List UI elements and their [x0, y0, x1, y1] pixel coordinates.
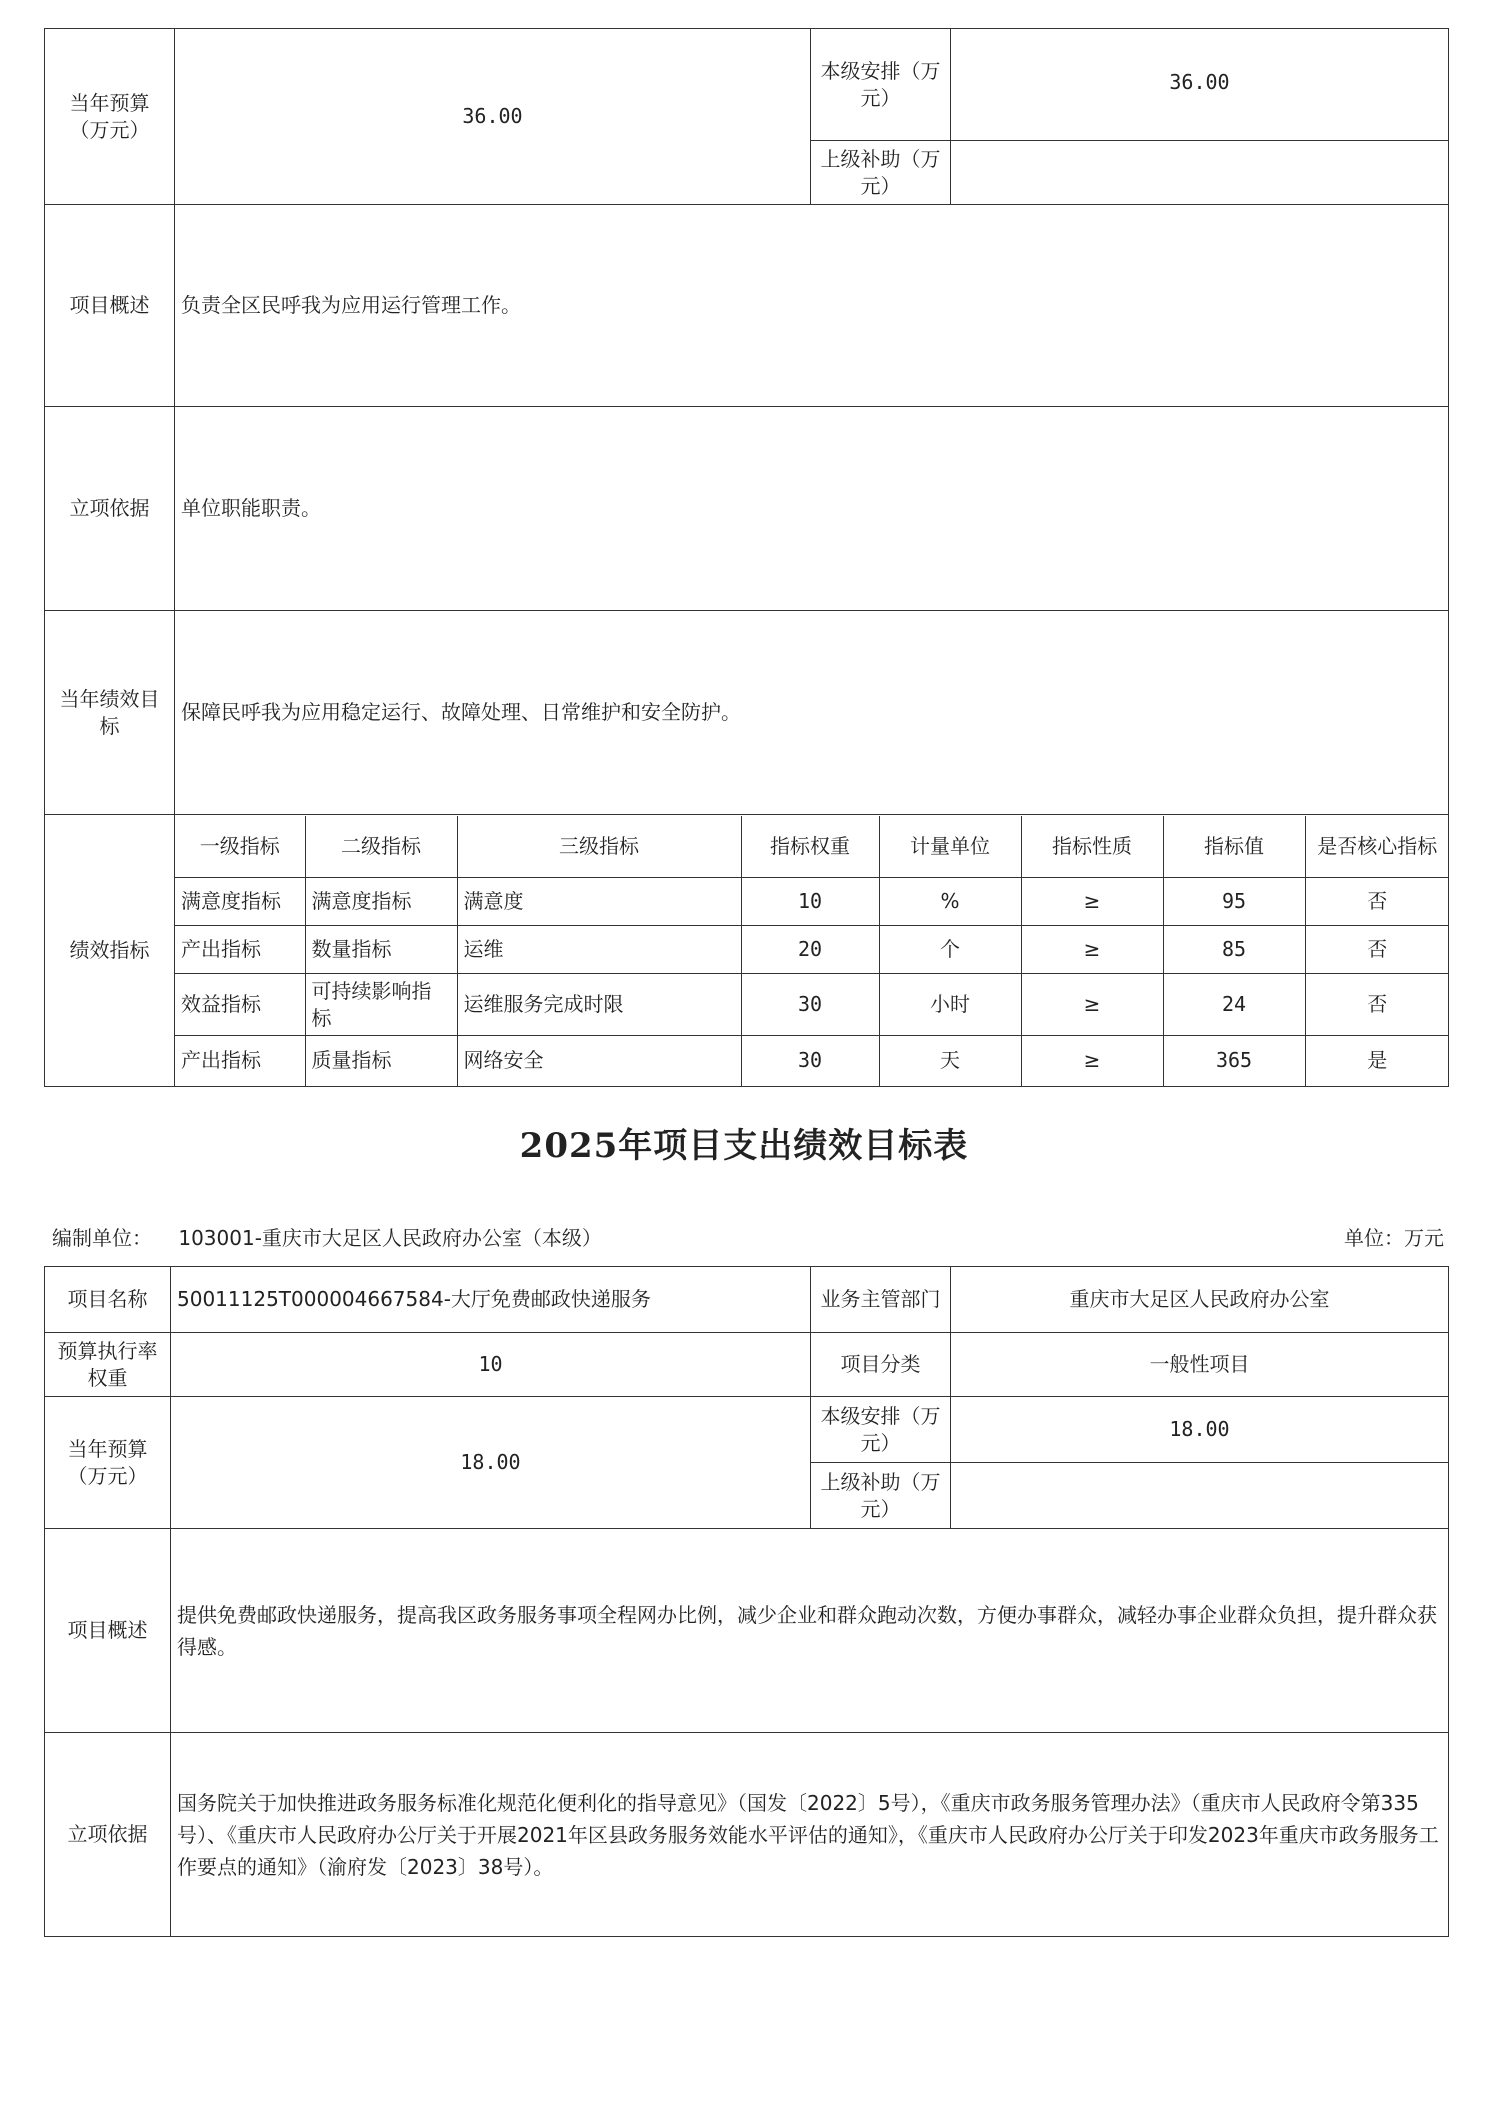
- execution-weight-label: 预算执行率权重: [45, 1333, 171, 1397]
- unit-label: 单位：万元: [1344, 1226, 1444, 1250]
- indicator-cell: 运维服务完成时限: [457, 974, 741, 1036]
- indicator-cell: 30: [741, 974, 879, 1036]
- indicator-cell: 运维: [457, 926, 741, 974]
- indicator-cell: 可持续影响指标: [305, 974, 457, 1036]
- indicator-cell: 85: [1163, 926, 1305, 974]
- indicator-grid-cell: [175, 815, 1449, 1087]
- indicator-cell: 产出指标: [175, 1036, 305, 1086]
- indicator-cell: 95: [1163, 878, 1305, 926]
- indicator-cell: 质量指标: [305, 1036, 457, 1086]
- budget-label: 当年预算（万元）: [45, 29, 175, 205]
- indicator-cell: 满意度指标: [305, 878, 457, 926]
- indicator-cell: 效益指标: [175, 974, 305, 1036]
- indicator-row: [175, 926, 1449, 974]
- indicator-row: [175, 1036, 1449, 1086]
- indicator-cell: ≥: [1021, 926, 1163, 974]
- department-label: 业务主管部门: [811, 1267, 951, 1333]
- overview-text: 负责全区民呼我为应用运行管理工作。: [175, 205, 1449, 407]
- subsidy-value: [951, 141, 1449, 205]
- project-name-value: 50011125T000004667584-大厅免费邮政快递服务: [171, 1267, 811, 1333]
- indicator-cell: 否: [1305, 974, 1449, 1036]
- category-label: 项目分类: [811, 1333, 951, 1397]
- project-table-1: [44, 28, 1449, 1087]
- indicator-header-row: [175, 816, 1449, 878]
- indicator-cell: %: [879, 878, 1021, 926]
- indicator-cell: 数量指标: [305, 926, 457, 974]
- indicator-header: 指标值: [1163, 816, 1305, 878]
- indicator-grid: [175, 816, 1449, 1086]
- budget-label: 当年预算（万元）: [45, 1397, 171, 1529]
- org-label: 编制单位：: [52, 1226, 152, 1250]
- indicator-cell: 365: [1163, 1036, 1305, 1086]
- org-line: [52, 1222, 602, 1251]
- indicator-header: 是否核心指标: [1305, 816, 1449, 878]
- local-arrangement-label: 本级安排（万元）: [811, 29, 951, 141]
- indicator-label: 绩效指标: [45, 815, 175, 1087]
- indicator-cell: 天: [879, 1036, 1021, 1086]
- basis-text: 单位职能职责。: [175, 407, 1449, 611]
- basis-label: 立项依据: [45, 407, 175, 611]
- indicator-header: 指标权重: [741, 816, 879, 878]
- indicator-header: 三级指标: [457, 816, 741, 878]
- project-table-2: [44, 1266, 1449, 1937]
- indicator-cell: 小时: [879, 974, 1021, 1036]
- budget-value: 36.00: [175, 29, 811, 205]
- subsidy-label: 上级补助（万元）: [811, 1463, 951, 1529]
- indicator-cell: ≥: [1021, 878, 1163, 926]
- subsidy-label: 上级补助（万元）: [811, 141, 951, 205]
- local-arrangement-value: 18.00: [951, 1397, 1449, 1463]
- page-title: 2025年项目支出绩效目标表: [519, 1126, 969, 1166]
- indicator-row: [175, 878, 1449, 926]
- indicator-header: 指标性质: [1021, 816, 1163, 878]
- indicator-cell: 10: [741, 878, 879, 926]
- basis-text: 国务院关于加快推进政务服务标准化规范化便利化的指导意见》（国发〔2022〕5号），《重庆市政务服务管理办法》（重庆市人民政府令第335号）、《重庆市人民政府办公厅关于开展2021年区县政务服务效能水平评估的通知》，《重庆市人民政府办公厅关于印发2023年重庆市政务服务工作要点的通知》（渝府发〔2023〕38号）。: [171, 1733, 1449, 1937]
- department-value: 重庆市大足区人民政府办公室: [951, 1267, 1449, 1333]
- overview-label: 项目概述: [45, 205, 175, 407]
- indicator-header: 二级指标: [305, 816, 457, 878]
- overview-label: 项目概述: [45, 1529, 171, 1733]
- local-arrangement-label: 本级安排（万元）: [811, 1397, 951, 1463]
- indicator-cell: 是: [1305, 1036, 1449, 1086]
- indicator-cell: 网络安全: [457, 1036, 741, 1086]
- indicator-cell: 否: [1305, 926, 1449, 974]
- indicator-cell: 个: [879, 926, 1021, 974]
- indicator-cell: ≥: [1021, 1036, 1163, 1086]
- indicator-cell: 满意度: [457, 878, 741, 926]
- indicator-cell: 20: [741, 926, 879, 974]
- local-arrangement-value: 36.00: [951, 29, 1449, 141]
- project-name-label: 项目名称: [45, 1267, 171, 1333]
- indicator-cell: 24: [1163, 974, 1305, 1036]
- indicator-cell: 产出指标: [175, 926, 305, 974]
- overview-text: 提供免费邮政快递服务，提高我区政务服务事项全程网办比例，减少企业和群众跑动次数，方便办事群众，减轻办事企业群众负担，提升群众获得感。: [171, 1529, 1449, 1733]
- budget-value: 18.00: [171, 1397, 811, 1529]
- indicator-cell: 满意度指标: [175, 878, 305, 926]
- org-value: 103001-重庆市大足区人民政府办公室（本级）: [178, 1226, 602, 1250]
- indicator-row: [175, 974, 1449, 1036]
- category-value: 一般性项目: [951, 1333, 1449, 1397]
- execution-weight-value: 10: [171, 1333, 811, 1397]
- indicator-header: 计量单位: [879, 816, 1021, 878]
- annual-goal-text: 保障民呼我为应用稳定运行、故障处理、日常维护和安全防护。: [175, 611, 1449, 815]
- indicator-cell: 30: [741, 1036, 879, 1086]
- unit-line: [52, 1222, 1444, 1252]
- indicator-cell: ≥: [1021, 974, 1163, 1036]
- indicator-cell: 否: [1305, 878, 1449, 926]
- indicator-header: 一级指标: [175, 816, 305, 878]
- annual-goal-label: 当年绩效目标: [45, 611, 175, 815]
- basis-label: 立项依据: [45, 1733, 171, 1937]
- subsidy-value: [951, 1463, 1449, 1529]
